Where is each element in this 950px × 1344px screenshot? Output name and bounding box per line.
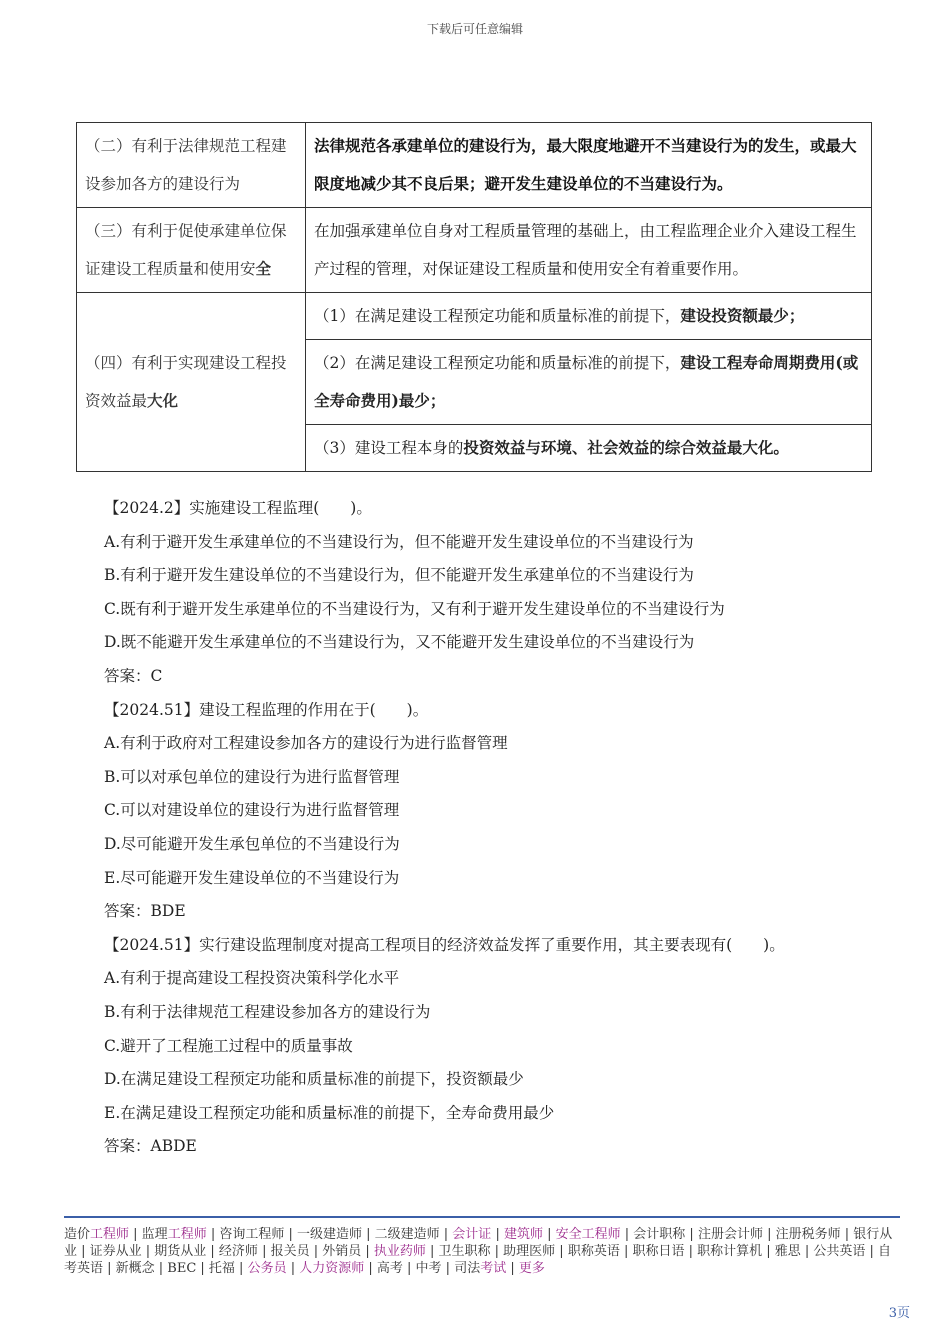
table-cell-sub xyxy=(306,340,872,425)
footer-link-highlight[interactable]: 建筑师 xyxy=(503,1227,543,1242)
table-row xyxy=(77,208,872,293)
footer-link-highlight[interactable]: 工程师 xyxy=(167,1227,207,1242)
table-cell-right: 在加强承建单位自身对工程质量管理的基础上，由工程监理企业介入建设工程生产过程的管理，对保证建设工程质量和使用安全有着重要作用。 xyxy=(306,208,872,293)
cell-bold-text: 大化 xyxy=(147,391,179,410)
footer-link[interactable]: | 卫生职称 | 助理医师 | 职称英语 | 职称日语 | 职称计算机 | 雅思 | 公共英语 | 自考英语 | 新概念 | BEC | 托福 | xyxy=(64,1244,892,1276)
option-c: C.避开了工程施工过程中的质量事故 xyxy=(104,1036,353,1055)
answer: 答案：C xyxy=(104,666,163,685)
cell-bold-text: 建设投资额最少； xyxy=(680,306,805,325)
table-cell-sub xyxy=(306,293,872,340)
questions-section xyxy=(66,492,886,1164)
footer-link-highlight[interactable]: 更多 xyxy=(518,1261,545,1276)
download-note: 下载后可任意编辑 xyxy=(426,22,523,36)
answer: 答案：ABDE xyxy=(104,1137,197,1156)
cell-text: （四）有利于实现建设工程投资效益最 xyxy=(85,354,287,410)
option-e: E.在满足建设工程预定功能和质量标准的前提下，全寿命费用最少 xyxy=(104,1103,555,1122)
option-d: D.既不能避开发生承建单位的不当建设行为，又不能避开发生建设单位的不当建设行为 xyxy=(104,633,695,652)
option-c: C.既有利于避开发生承建单位的不当建设行为，又有利于避开发生建设单位的不当建设行为 xyxy=(104,599,725,618)
footer-link-highlight[interactable]: 工程师 xyxy=(90,1227,130,1242)
option-e: E.尽可能避开发生建设单位的不当建设行为 xyxy=(104,868,400,887)
footer-link-highlight[interactable]: 考试 xyxy=(480,1261,507,1276)
option-c: C.可以对建设单位的建设行为进行监督管理 xyxy=(104,801,400,820)
cell-text: （3）建设工程本身的 xyxy=(314,439,464,457)
option-d: D.尽可能避开发生承包单位的不当建设行为 xyxy=(104,834,400,853)
footer-link[interactable]: | xyxy=(506,1261,519,1276)
page-number: 3页 xyxy=(888,1306,910,1321)
footer-link[interactable]: | xyxy=(542,1227,556,1242)
question-stem: 【2024.51】建设工程监理的作用在于( )。 xyxy=(104,700,429,719)
table-cell-left xyxy=(77,293,306,472)
footer-links xyxy=(64,1226,900,1277)
footer-divider xyxy=(64,1216,900,1218)
footer-link-highlight[interactable]: 会计证 xyxy=(452,1227,492,1242)
option-b: B.有利于法律规范工程建设参加各方的建设行为 xyxy=(104,1002,431,1021)
table-row xyxy=(77,293,872,340)
cell-bold-text: 建设工程寿命周期费用(或全寿命费用)最少； xyxy=(314,353,859,410)
cell-bold-text: 投资效益与环境、社会效益的综合效益最大化。 xyxy=(463,438,789,457)
table-cell-sub xyxy=(306,425,872,472)
cell-text: （1）在满足建设工程预定功能和质量标准的前提下， xyxy=(314,307,681,325)
cell-text: （2）在满足建设工程预定功能和质量标准的前提下， xyxy=(314,354,681,372)
option-a: A.有利于避开发生承建单位的不当建设行为，但不能避开发生建设单位的不当建设行为 xyxy=(104,532,694,551)
footer-link-highlight[interactable]: 公务员 xyxy=(247,1261,287,1276)
footer-link[interactable]: | 高考 | 中考 | 司法 xyxy=(364,1261,481,1276)
question-stem: 【2024.51】实行建设监理制度对提高工程项目的经济效益发挥了重要作用，其主要表现有( )。 xyxy=(104,935,785,954)
table-cell-right: 法律规范各承建单位的建设行为，最大限度地避开不当建设行为的发生，或最大限度地减少其不良后果；避开发生建设单位的不当建设行为。 xyxy=(306,123,872,208)
footer-link[interactable]: | xyxy=(286,1261,300,1276)
table-cell-left xyxy=(77,208,306,293)
footer-link[interactable]: | 监理 xyxy=(129,1227,168,1242)
footer-link-highlight[interactable]: 人力资源师 xyxy=(299,1261,365,1276)
supervision-role-table xyxy=(76,122,872,472)
cell-text: （三）有利于促使承建单位保证建设工程质量和使用安 xyxy=(85,222,287,278)
footer-link[interactable]: | 咨询工程师 | 一级建造师 | 二级建造师 | xyxy=(206,1227,453,1242)
answer: 答案：BDE xyxy=(104,902,186,921)
footer-link[interactable]: | 会计职称 | 注册会计师 | 注册税务师 | 银行从业 | 证券从业 | 期货从业 | 经济师 | 报关员 | 外销员 | xyxy=(64,1227,893,1259)
option-b: B.可以对承包单位的建设行为进行监督管理 xyxy=(104,767,400,786)
table-row xyxy=(77,123,872,208)
footer-link[interactable]: 造价 xyxy=(64,1227,91,1242)
option-a: A.有利于政府对工程建设参加各方的建设行为进行监督管理 xyxy=(104,734,508,753)
question-stem: 【2024.2】实施建设工程监理( )。 xyxy=(104,499,372,517)
option-d: D.在满足建设工程预定功能和质量标准的前提下，投资额最少 xyxy=(104,1070,524,1089)
option-b: B.有利于避开发生建设单位的不当建设行为，但不能避开发生承建单位的不当建设行为 xyxy=(104,566,694,585)
footer-link[interactable]: | xyxy=(491,1227,504,1242)
table-cell-left: （二）有利于法律规范工程建设参加各方的建设行为 xyxy=(77,123,306,208)
footer-link-highlight[interactable]: 执业药师 xyxy=(373,1244,426,1259)
footer-link-highlight[interactable]: 安全工程师 xyxy=(555,1227,621,1242)
cell-bold-text: 全 xyxy=(255,259,272,278)
option-a: A.有利于提高建设工程投资决策科学化水平 xyxy=(104,969,400,988)
